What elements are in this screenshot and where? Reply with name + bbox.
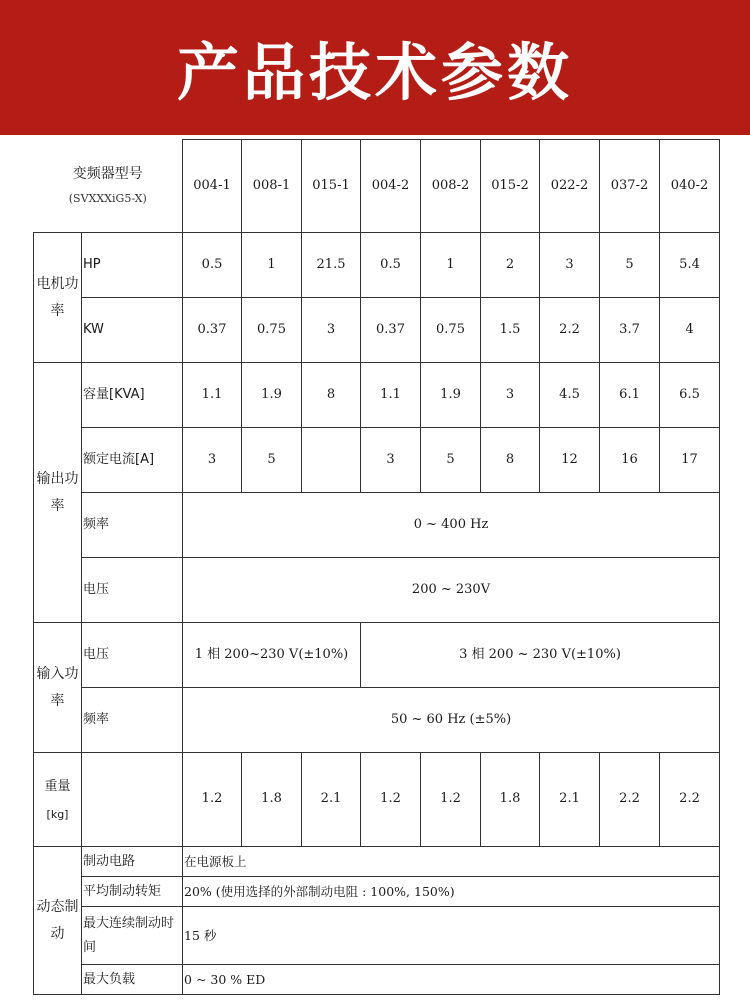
model-cell: 015-2 — [481, 140, 540, 233]
kw-cell: 3 — [302, 298, 361, 363]
output-power-group: 输出功率 — [34, 363, 82, 623]
weight-cell: 2.2 — [660, 753, 720, 847]
model-cell: 037-2 — [600, 140, 660, 233]
kw-cell: 0.75 — [242, 298, 302, 363]
output-voltage-row — [34, 558, 720, 623]
braking-torque-row — [34, 877, 720, 907]
hp-cell: 1 — [421, 233, 481, 298]
kw-cell: 1.5 — [481, 298, 540, 363]
braking-label-text: 制动电路 — [83, 853, 136, 869]
hp-cell: 1 — [242, 233, 302, 298]
weight-unit: [kg] — [46, 808, 69, 822]
current-cell: 16 — [600, 428, 660, 493]
braking-time-row — [34, 907, 720, 965]
braking-row-label — [82, 877, 183, 907]
capacity-row — [34, 363, 720, 428]
input-voltage-label: 电压 — [82, 623, 183, 688]
braking-load-row — [34, 965, 720, 995]
hp-cell: 0.5 — [361, 233, 421, 298]
current-cell: 17 — [660, 428, 720, 493]
kw-label: KW — [82, 298, 183, 363]
input-voltage-three: 3 相 200 ~ 230 V(±10%) — [361, 623, 720, 688]
braking-row-value: 0 ~ 30 % ED — [183, 965, 720, 995]
kw-cell: 0.37 — [361, 298, 421, 363]
kw-cell: 0.75 — [421, 298, 481, 363]
hp-cell: 2 — [481, 233, 540, 298]
input-voltage-row — [34, 623, 720, 688]
output-freq-label: 频率 — [82, 493, 183, 558]
weight-cell: 2.2 — [600, 753, 660, 847]
title-banner — [0, 0, 750, 135]
weight-cell: 1.2 — [183, 753, 242, 847]
hp-cell: 0.5 — [183, 233, 242, 298]
model-cell: 008-1 — [242, 140, 302, 233]
braking-row-label — [82, 847, 183, 877]
weight-cell: 1.8 — [481, 753, 540, 847]
output-voltage-label: 电压 — [82, 558, 183, 623]
model-cell: 008-2 — [421, 140, 481, 233]
input-voltage-single: 1 相 200~230 V(±10%) — [183, 623, 361, 688]
kw-cell: 3.7 — [600, 298, 660, 363]
output-freq-value: 0 ~ 400 Hz — [183, 493, 720, 558]
model-cell: 015-1 — [302, 140, 361, 233]
capacity-cell: 1.9 — [421, 363, 481, 428]
current-label: 额定电流[A] — [82, 428, 183, 493]
current-cell: 8 — [481, 428, 540, 493]
capacity-cell: 1.1 — [361, 363, 421, 428]
dynamic-braking-group: 动态制动 — [34, 847, 82, 995]
kw-row — [34, 298, 720, 363]
output-freq-row — [34, 493, 720, 558]
current-cell — [302, 428, 361, 493]
braking-row-value: 在电源板上 — [183, 847, 720, 877]
model-cell: 040-2 — [660, 140, 720, 233]
capacity-cell: 6.5 — [660, 363, 720, 428]
page-title: 产品技术参数 — [176, 36, 573, 109]
capacity-cell: 1.9 — [242, 363, 302, 428]
weight-cell: 2.1 — [302, 753, 361, 847]
weight-row — [34, 753, 720, 847]
hp-cell: 5 — [600, 233, 660, 298]
capacity-cell: 3 — [481, 363, 540, 428]
kw-cell: 0.37 — [183, 298, 242, 363]
weight-cell: 1.2 — [361, 753, 421, 847]
braking-row-label — [82, 907, 183, 965]
header-row — [34, 140, 720, 233]
motor-power-group: 电机功率 — [34, 233, 82, 363]
current-cell: 5 — [242, 428, 302, 493]
braking-label-text: 最大连续制动时间 — [83, 916, 175, 955]
weight-cell: 1.2 — [421, 753, 481, 847]
input-freq-value: 50 ~ 60 Hz (±5%) — [183, 688, 720, 753]
output-voltage-value: 200 ~ 230V — [183, 558, 720, 623]
braking-label-text: 平均制动转矩 — [83, 883, 162, 899]
weight-blank-cell — [82, 753, 183, 847]
current-cell: 3 — [183, 428, 242, 493]
model-cell: 004-2 — [361, 140, 421, 233]
weight-label: 重量 — [44, 778, 71, 794]
braking-circuit-row — [34, 847, 720, 877]
braking-row-value: 15 秒 — [183, 907, 720, 965]
spec-table — [33, 139, 720, 995]
capacity-cell: 1.1 — [183, 363, 242, 428]
model-code: (SVXXXiG5-X) — [68, 191, 147, 205]
input-freq-row — [34, 688, 720, 753]
braking-label-text: 最大负载 — [83, 971, 136, 987]
weight-cell: 1.8 — [242, 753, 302, 847]
model-cell: 022-2 — [540, 140, 600, 233]
weight-cell: 2.1 — [540, 753, 600, 847]
capacity-cell: 6.1 — [600, 363, 660, 428]
capacity-cell: 8 — [302, 363, 361, 428]
input-power-group: 输入功率 — [34, 623, 82, 753]
model-cell: 004-1 — [183, 140, 242, 233]
braking-row-label — [82, 965, 183, 995]
braking-row-value: 20% (使用选择的外部制动电阻 : 100%, 150%) — [183, 877, 720, 907]
weight-group — [34, 753, 82, 847]
current-cell: 12 — [540, 428, 600, 493]
hp-cell: 5.4 — [660, 233, 720, 298]
kw-cell: 2.2 — [540, 298, 600, 363]
hp-cell: 3 — [540, 233, 600, 298]
hp-cell: 21.5 — [302, 233, 361, 298]
capacity-cell: 4.5 — [540, 363, 600, 428]
hp-label: HP — [82, 233, 183, 298]
current-row — [34, 428, 720, 493]
hp-row — [34, 233, 720, 298]
current-cell: 5 — [421, 428, 481, 493]
model-label: 变频器型号 — [72, 166, 143, 183]
kw-cell: 4 — [660, 298, 720, 363]
input-freq-label: 频率 — [82, 688, 183, 753]
model-header-cell — [34, 140, 183, 233]
capacity-label: 容量[KVA] — [82, 363, 183, 428]
current-cell: 3 — [361, 428, 421, 493]
